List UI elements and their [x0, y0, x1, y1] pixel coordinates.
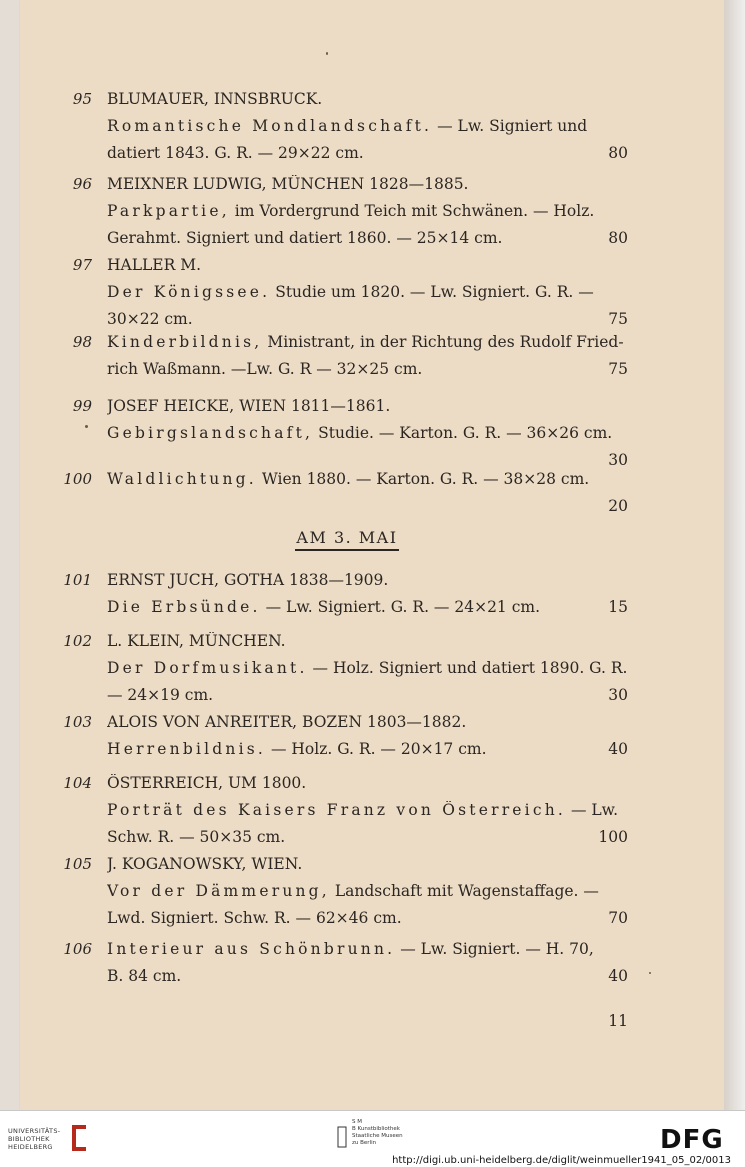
- entry-line: [107, 360, 629, 378]
- entry-line: [107, 909, 629, 927]
- entry-text: JOSEF HEICKE, WIEN 1811—1861.: [107, 397, 391, 415]
- entry-text: BLUMAUER, INNSBRUCK.: [107, 90, 323, 108]
- estimate-price: 80: [608, 229, 628, 247]
- smb-logo-icon: [336, 1125, 348, 1149]
- entry-line: [107, 117, 629, 135]
- entry-text: — 24×19 cm.: [107, 686, 214, 704]
- entry-text: — Lw.: [566, 801, 619, 819]
- lot-number: 103: [63, 713, 92, 731]
- entry-text: L. KLEIN, MÜNCHEN.: [107, 632, 286, 650]
- entry-line: [107, 659, 629, 677]
- paper-speck: [649, 972, 651, 974]
- entry-line: [107, 882, 629, 900]
- source-url[interactable]: http://digi.ub.uni-heidelberg.de/diglit/weinmueller1941_05_02/0013: [392, 1155, 731, 1166]
- entry-line: [107, 713, 629, 731]
- entry-line: [107, 855, 629, 873]
- entry-text: ALOIS VON ANREITER, BOZEN 1803—1882.: [107, 713, 467, 731]
- artwork-title: Porträt des Kaisers Franz von Österreich.: [107, 801, 567, 819]
- estimate-price: 15: [608, 598, 628, 616]
- entry-line: [107, 283, 629, 301]
- lot-number: 95: [72, 90, 92, 108]
- lot-number: 97: [72, 256, 92, 274]
- entry-line: [107, 967, 629, 985]
- entry-text: Lwd. Signiert. Schw. R. — 62×46 cm.: [107, 909, 402, 927]
- artwork-title: Interieur aus Schönbrunn.: [107, 940, 396, 958]
- lot-number: 102: [63, 632, 92, 650]
- estimate-price: 70: [608, 909, 628, 927]
- lot-number: 98: [72, 333, 92, 351]
- entry-line: [107, 774, 629, 792]
- lot-number: 100: [63, 470, 92, 488]
- viewer-footer: [0, 1110, 745, 1167]
- entry-line: [107, 144, 629, 162]
- estimate-price: 40: [608, 967, 628, 985]
- entry-line: [107, 686, 629, 704]
- artwork-title: Waldlichtung.: [107, 470, 257, 488]
- estimate-price: 30: [608, 451, 628, 469]
- entry-line: [107, 801, 629, 819]
- section-heading: AM 3. MAI: [295, 528, 399, 551]
- estimate-price: 40: [608, 740, 628, 758]
- artwork-title: Parkpartie,: [107, 202, 230, 220]
- artwork-title: Romantische Mondlandschaft.: [107, 117, 433, 135]
- artwork-title: Die Erbsünde.: [107, 598, 261, 616]
- entry-text: — Lw. Signiert. — H. 70,: [395, 940, 594, 958]
- kunstbibliothek-label: S M B Kunstbibliothek Staatliche Museen zu Berlin: [352, 1119, 403, 1146]
- artwork-title: Gebirgslandschaft,: [107, 424, 314, 442]
- entry-text: HALLER M.: [107, 256, 202, 274]
- estimate-price: 30: [608, 686, 628, 704]
- entry-line: [107, 598, 629, 616]
- entry-line: [107, 202, 629, 220]
- estimate-price: 20: [608, 497, 628, 515]
- entry-line: [107, 310, 629, 328]
- entry-text: — Holz. G. R. — 20×17 cm.: [266, 740, 487, 758]
- entry-text: Studie. — Karton. G. R. — 36×26 cm.: [313, 424, 613, 442]
- lot-number: 96: [72, 175, 92, 193]
- estimate-price: 80: [608, 144, 628, 162]
- university-logo-icon: [70, 1123, 88, 1153]
- entry-line: [107, 470, 629, 488]
- entry-line: [107, 90, 629, 108]
- entry-line: [107, 229, 629, 247]
- page-number: 11: [608, 1012, 628, 1030]
- entry-text: 30×22 cm.: [107, 310, 193, 328]
- entry-line: [107, 175, 629, 193]
- entry-text: Studie um 1820. — Lw. Signiert. G. R. —: [270, 283, 594, 301]
- entry-line: [107, 424, 629, 442]
- dfg-logo: DFG: [660, 1125, 724, 1155]
- entry-line: [107, 632, 629, 650]
- page-edge: [724, 0, 745, 1110]
- entry-text: ERNST JUCH, GOTHA 1838—1909.: [107, 571, 389, 589]
- entry-line: [107, 256, 629, 274]
- artwork-title: Herrenbildnis.: [107, 740, 267, 758]
- university-library-label: UNIVERSITÄTS- BIBLIOTHEK HEIDELBERG: [8, 1127, 61, 1151]
- entry-text: J. KOGANOWSKY, WIEN.: [107, 855, 303, 873]
- entry-text: Landschaft mit Wagenstaffage. —: [329, 882, 599, 900]
- lot-number: 105: [63, 855, 92, 873]
- entry-text: Wien 1880. — Karton. G. R. — 38×28 cm.: [256, 470, 590, 488]
- entry-line: [107, 828, 629, 846]
- entry-text: — Holz. Signiert und datiert 1890. G. R.: [307, 659, 628, 677]
- entry-line: [107, 397, 629, 415]
- lot-number: 99: [72, 397, 92, 415]
- entry-line: [107, 333, 629, 351]
- paper-speck: [326, 52, 328, 55]
- entry-text: Ministrant, in der Richtung des Rudolf Fried-: [262, 333, 624, 351]
- lot-number: 101: [63, 571, 92, 589]
- entry-text: ÖSTERREICH, UM 1800.: [107, 774, 307, 792]
- artwork-title: Der Dorfmusikant.: [107, 659, 308, 677]
- entry-line: [107, 940, 629, 958]
- lot-number: 106: [63, 940, 92, 958]
- entry-text: Gerahmt. Signiert und datiert 1860. — 25×14 cm.: [107, 229, 503, 247]
- entry-text: MEIXNER LUDWIG, MÜNCHEN 1828—1885.: [107, 175, 469, 193]
- entry-text: im Vordergrund Teich mit Schwänen. — Holz.: [229, 202, 595, 220]
- entry-text: — Lw. Signiert. G. R. — 24×21 cm.: [260, 598, 541, 616]
- artwork-title: Vor der Dämmerung,: [107, 882, 330, 900]
- paper-speck: [85, 425, 88, 428]
- estimate-price: 100: [598, 828, 628, 846]
- entry-text: — Lw. Signiert und: [432, 117, 588, 135]
- estimate-price: 75: [608, 360, 628, 378]
- lot-number: 104: [63, 774, 92, 792]
- entry-text: Schw. R. — 50×35 cm.: [107, 828, 286, 846]
- entry-line: [107, 571, 629, 589]
- estimate-price: 75: [608, 310, 628, 328]
- artwork-title: Kinderbildnis,: [107, 333, 263, 351]
- entry-text: datiert 1843. G. R. — 29×22 cm.: [107, 144, 364, 162]
- entry-line: [107, 740, 629, 758]
- entry-text: B. 84 cm.: [107, 967, 182, 985]
- entry-text: rich Waßmann. —Lw. G. R — 32×25 cm.: [107, 360, 423, 378]
- artwork-title: Der Königssee.: [107, 283, 271, 301]
